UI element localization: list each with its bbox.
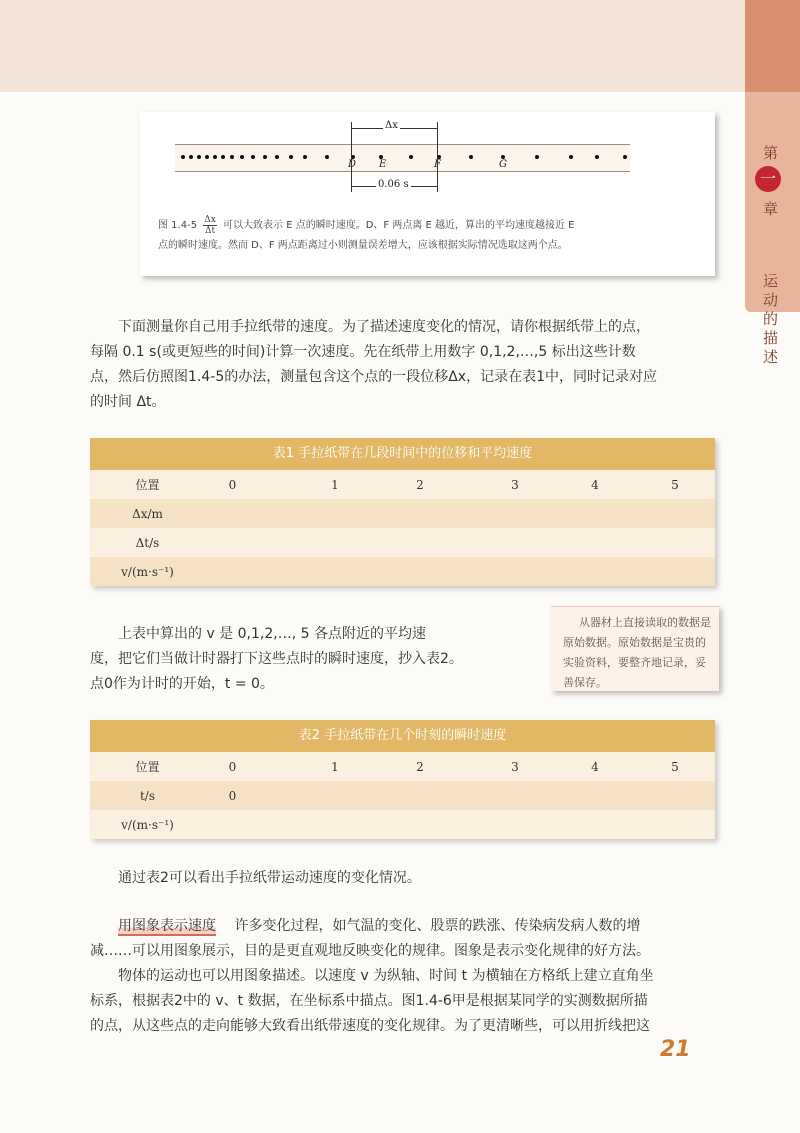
tape-dot — [205, 155, 209, 159]
caption-line-1: 可以大致表示 E 点的瞬时速度。D、F 两点离 E 越近，算出的平均速度越接近 E — [223, 220, 575, 231]
f-marker-line — [437, 122, 438, 192]
section-heading: 用图象表示速度 — [118, 918, 216, 934]
tape-dot — [595, 155, 599, 159]
table-2-title: 表2 手拉纸带在几个时刻的瞬时速度 — [90, 720, 715, 752]
dt-label: 0.06 s — [378, 179, 409, 190]
tape-dot — [289, 155, 293, 159]
paragraph-3: 通过表2可以看出手拉纸带运动速度的变化情况。 — [118, 870, 421, 886]
tape-dot — [189, 155, 193, 159]
table-row: v/(m·s⁻¹) — [90, 810, 715, 839]
tape-dot — [240, 155, 244, 159]
chapter-prefix: 第 — [763, 144, 779, 162]
table-1 — [90, 438, 715, 586]
point-label-e: E — [379, 159, 387, 170]
table-2 — [90, 720, 715, 839]
chapter-tab-top — [745, 0, 800, 92]
tape-dot — [569, 155, 573, 159]
caption-fraction: $\frac{\Delta x}{\Delta t}$ — [204, 214, 216, 236]
paragraph-4: 用图象表示速度 许多变化过程，如气温的变化、股票的跌涨、传染病发病人数的增 减……可以用图象展示，目的是更直观地反映变化的规律。图象是表示变化规律的好方法。 物体的运动也可以用图象描述。以速度 v 为纵轴、时间 t 为横轴在方格纸上建立直角坐 标系，根据表2中的 v、t 数据，在坐标系中描点。图1.4-6甲是根据某同学的实测数据所描 的点，从这些点的走向能够大致看出纸带速度的变化规律。为了更清晰些，可以用折线把这 — [90, 918, 654, 1034]
point-label-d: D — [348, 159, 357, 170]
point-label-f: F — [434, 159, 441, 170]
caption-line-2: 点的瞬时速度。然而 D、F 两点距离过小则测量误差增大，应该根据实际情况选取这两个点。 — [158, 240, 568, 251]
table-row: Δt/s — [90, 528, 715, 557]
table-row: t/s 0 — [90, 781, 715, 810]
tape-dot — [409, 155, 413, 159]
tape-dot — [230, 155, 234, 159]
tape-dot — [535, 155, 539, 159]
side-note-text: 从器材上直接读取的数据是原始数据。原始数据是宝贵的实验资料，要整齐地记录，妥善保存。 — [563, 616, 711, 689]
dx-label: Δx — [385, 120, 398, 131]
table-1-title: 表1 手拉纸带在几段时间中的位移和平均速度 — [90, 438, 715, 470]
table-row: v/(m·s⁻¹) — [90, 557, 715, 586]
top-band — [0, 0, 745, 92]
tape-dot — [623, 155, 627, 159]
chapter-title: 运动的描述 — [763, 272, 779, 366]
paragraph-1: 下面测量你自己用手拉纸带的速度。为了描述速度变化的情况，请你根据纸带上的点， 每隔 0.1 s(或更短些的时间)计算一次速度。先在纸带上用数字 0,1,2,…,5 标出这些计数 点，然后仿照图1.4-5的办法，测量包含这个点的一段位移Δx，记录在表1中，同时记录对应 的时间 Δt。 — [90, 319, 657, 410]
table-row: 位置 0 1 2 3 4 5 — [90, 752, 715, 781]
tape-dot — [325, 155, 329, 159]
chapter-suffix: 章 — [763, 200, 779, 218]
page-number: 21 — [660, 1037, 691, 1062]
tape-dot — [221, 155, 225, 159]
table-row: 位置 0 1 2 3 4 5 — [90, 470, 715, 499]
caption-prefix: 图 1.4-5 — [158, 220, 198, 231]
chapter-number-badge: 一 — [755, 166, 781, 192]
tape-dot — [251, 155, 255, 159]
tape-dot — [303, 155, 307, 159]
table-row: Δx/m — [90, 499, 715, 528]
tape-dot — [197, 155, 201, 159]
chapter-side-tab — [745, 92, 800, 366]
paper-tape — [175, 144, 630, 172]
figure-caption — [158, 214, 698, 258]
d-marker-line — [351, 122, 352, 192]
tape-dot — [213, 155, 217, 159]
paragraph-2: 上表中算出的 v 是 0,1,2,…, 5 各点附近的平均速 度，把它们当做计时器打下这些点时的瞬时速度，抄入表2。 点0作为计时的开始，t = 0。 — [90, 626, 463, 692]
tape-dot — [275, 155, 279, 159]
tape-dot — [263, 155, 267, 159]
tape-dot — [469, 155, 473, 159]
tape-dot — [181, 155, 185, 159]
point-label-g: G — [499, 159, 507, 170]
side-note — [551, 606, 719, 691]
